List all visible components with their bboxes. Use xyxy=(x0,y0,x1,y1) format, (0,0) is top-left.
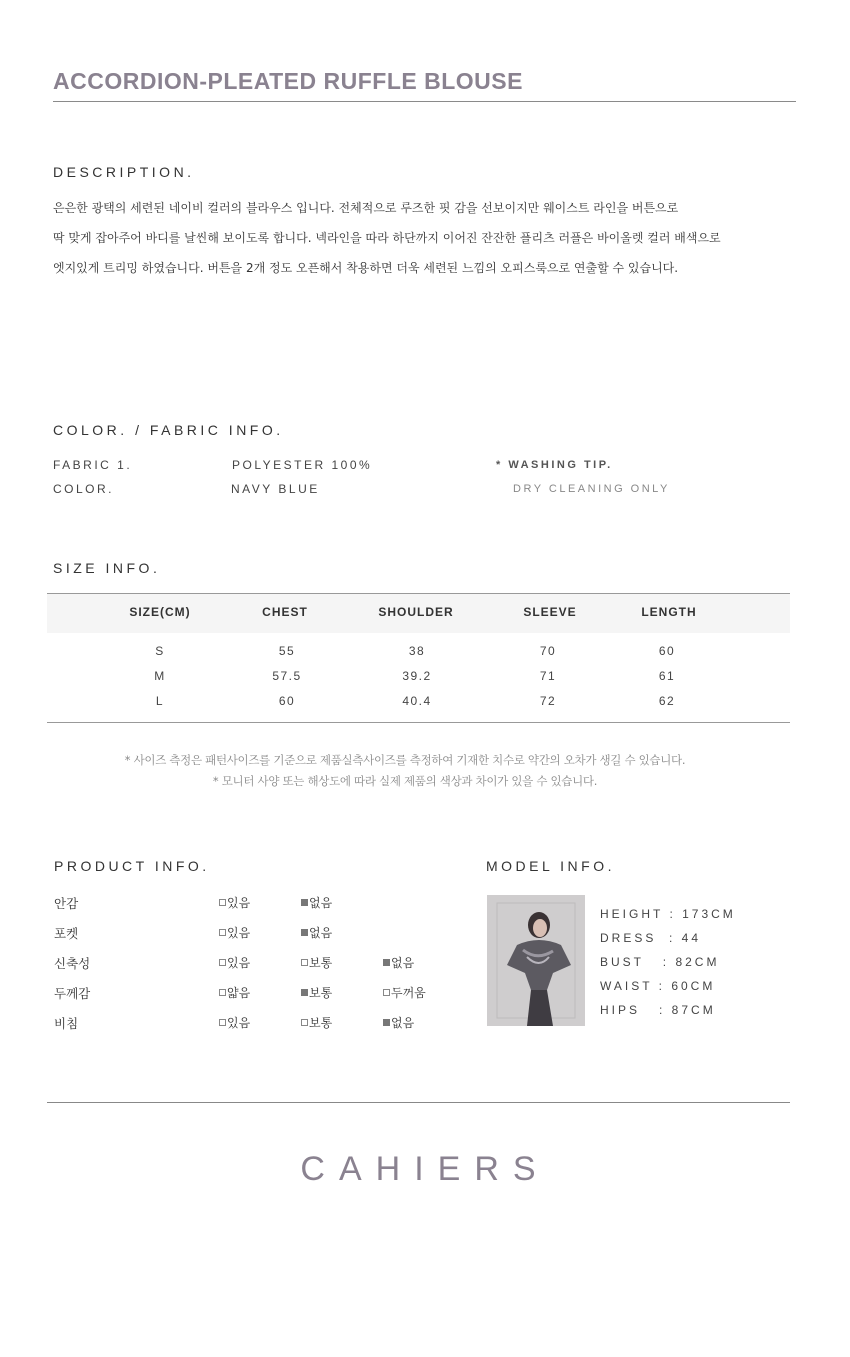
description-line: 은은한 광택의 세련된 네이비 컬러의 블라우스 입니다. 전체적으로 루즈한 핏 감을 선보이지만 웨이스트 라인을 버튼으로 xyxy=(53,201,679,215)
stretch-option-no xyxy=(383,954,414,971)
product-info-heading: PRODUCT INFO. xyxy=(54,858,210,874)
length-cell: 61 xyxy=(658,669,676,683)
checkbox-empty-icon xyxy=(219,1019,226,1026)
model-bust: BUST : 82CM xyxy=(600,955,720,969)
model-dress: DRESS : 44 xyxy=(600,931,702,945)
model-waist: WAIST : 60CM xyxy=(600,979,716,993)
monitor-note: * 모니터 사양 또는 해상도에 따라 실제 제품의 색상과 차이가 있을 수 있습니다. xyxy=(212,774,598,788)
sheer-option-normal xyxy=(301,1014,332,1031)
option-label: 있음 xyxy=(227,926,251,940)
option-label: 얇음 xyxy=(227,986,251,1000)
model-info-heading: MODEL INFO. xyxy=(486,858,615,874)
sleeve-cell: 71 xyxy=(539,669,557,683)
color-label: COLOR. xyxy=(53,482,115,496)
sleeve-cell: 70 xyxy=(539,644,557,658)
pocket-option-no xyxy=(301,924,332,941)
lining-label: 안감 xyxy=(54,896,79,911)
checkbox-empty-icon xyxy=(219,989,226,996)
option-label: 보통 xyxy=(309,956,333,970)
product-title: ACCORDION-PLEATED RUFFLE BLOUSE xyxy=(53,68,523,94)
checkbox-filled-icon xyxy=(301,929,308,936)
shoulder-cell: 40.4 xyxy=(402,694,432,708)
option-label: 있음 xyxy=(227,956,251,970)
option-label: 두꺼움 xyxy=(391,986,426,1000)
checkbox-empty-icon xyxy=(301,1019,308,1026)
pocket-label: 포켓 xyxy=(54,926,79,941)
description-line: 딱 맞게 잡아주어 바디를 날씬해 보이도록 합니다. 넥라인을 따라 하단까지 이어진 잔잔한 플리츠 러플은 바이올렛 컬러 배색으로 xyxy=(53,231,721,245)
sleeve-cell: 72 xyxy=(539,694,557,708)
footer-divider xyxy=(47,1102,790,1103)
size-cell: L xyxy=(155,694,165,708)
checkbox-filled-icon xyxy=(383,1019,390,1026)
washing-tip-value: DRY CLEANING ONLY xyxy=(513,483,670,495)
model-photo xyxy=(487,895,585,1026)
option-label: 보통 xyxy=(309,986,333,1000)
fabric-value: POLYESTER 100% xyxy=(232,458,373,472)
thickness-label: 두께감 xyxy=(54,986,91,1001)
checkbox-empty-icon xyxy=(219,959,226,966)
option-label: 없음 xyxy=(391,956,415,970)
checkbox-filled-icon xyxy=(383,959,390,966)
chest-cell: 57.5 xyxy=(272,669,302,683)
length-cell: 60 xyxy=(658,644,676,658)
chest-cell: 55 xyxy=(278,644,296,658)
shoulder-cell: 38 xyxy=(408,644,426,658)
checkbox-filled-icon xyxy=(301,989,308,996)
sheer-option-no xyxy=(383,1014,414,1031)
thickness-option-thick xyxy=(383,984,426,1001)
chest-col-header: CHEST xyxy=(262,605,308,619)
lining-option-no xyxy=(301,894,332,911)
option-label: 있음 xyxy=(227,1016,251,1030)
shoulder-col-header: SHOULDER xyxy=(378,605,454,619)
stretch-option-yes xyxy=(219,954,250,971)
option-label: 없음 xyxy=(391,1016,415,1030)
length-cell: 62 xyxy=(658,694,676,708)
option-label: 보통 xyxy=(309,1016,333,1030)
option-label: 없음 xyxy=(309,896,333,910)
size-col-header: SIZE(CM) xyxy=(129,605,191,619)
option-label: 있음 xyxy=(227,896,251,910)
size-table-top-rule xyxy=(47,593,790,594)
checkbox-empty-icon xyxy=(301,959,308,966)
model-height: HEIGHT : 173CM xyxy=(600,907,736,921)
size-table-bottom-rule xyxy=(47,722,790,723)
checkbox-filled-icon xyxy=(301,899,308,906)
model-hips: HIPS : 87CM xyxy=(600,1003,716,1017)
title-divider xyxy=(53,101,796,102)
color-fabric-heading: COLOR. / FABRIC INFO. xyxy=(53,422,284,438)
brand-logo: CAHIERS xyxy=(300,1150,550,1188)
length-col-header: LENGTH xyxy=(641,605,697,619)
thickness-option-normal xyxy=(301,984,332,1001)
size-cell: S xyxy=(155,644,165,658)
sheer-label: 비침 xyxy=(54,1016,79,1031)
chest-cell: 60 xyxy=(278,694,296,708)
washing-tip-label: * WASHING TIP. xyxy=(496,459,613,471)
thickness-option-thin xyxy=(219,984,250,1001)
stretch-label: 신축성 xyxy=(54,956,91,971)
description-line: 엣지있게 트리밍 하였습니다. 버튼을 2개 정도 오픈해서 착용하면 더욱 세련된 느낌의 오피스룩으로 연출할 수 있습니다. xyxy=(53,261,679,275)
sheer-option-yes xyxy=(219,1014,250,1031)
fabric-label: FABRIC 1. xyxy=(53,458,133,472)
color-value: NAVY BLUE xyxy=(231,482,320,496)
checkbox-empty-icon xyxy=(219,899,226,906)
checkbox-empty-icon xyxy=(383,989,390,996)
pocket-option-yes xyxy=(219,924,250,941)
option-label: 없음 xyxy=(309,926,333,940)
size-note: * 사이즈 측정은 패턴사이즈를 기준으로 제품실측사이즈를 측정하여 기재한 치수로 약간의 오차가 생길 수 있습니다. xyxy=(124,753,686,767)
checkbox-empty-icon xyxy=(219,929,226,936)
size-cell: M xyxy=(154,669,166,683)
shoulder-cell: 39.2 xyxy=(402,669,432,683)
size-info-heading: SIZE INFO. xyxy=(53,560,161,576)
stretch-option-normal xyxy=(301,954,332,971)
sleeve-col-header: SLEEVE xyxy=(523,605,577,619)
description-heading: DESCRIPTION. xyxy=(53,164,195,180)
lining-option-yes xyxy=(219,894,250,911)
